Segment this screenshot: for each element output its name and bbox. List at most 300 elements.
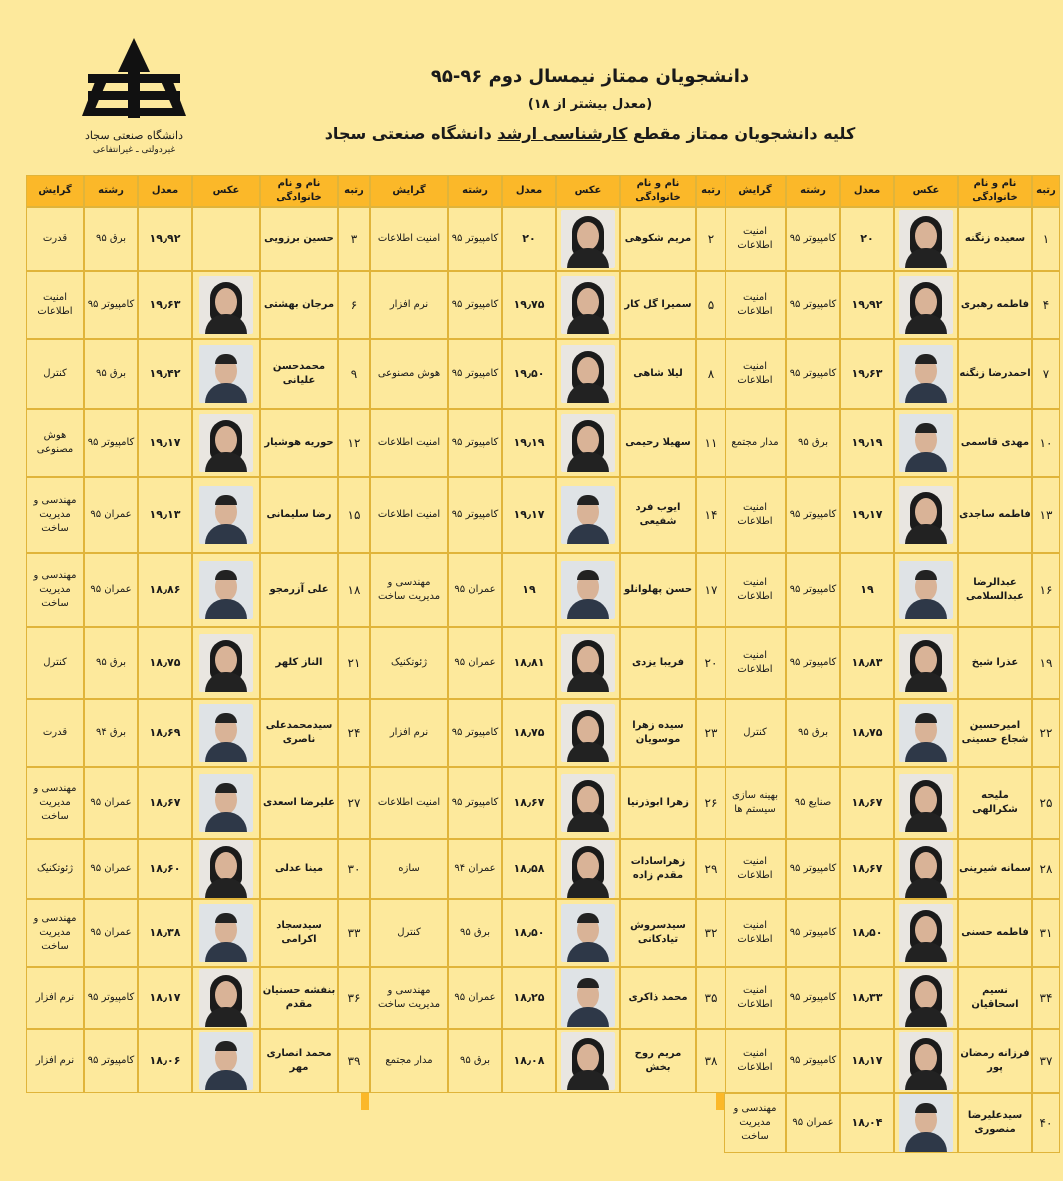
cell-name: سهیلا رحیمی (620, 409, 696, 477)
cell-rank: ۲۹ (696, 839, 726, 899)
cell-gpa: ۱۸٫۸۳ (840, 627, 894, 699)
cell-track: نرم افزار (370, 699, 448, 767)
cell-rank: ۹ (338, 339, 370, 409)
cell-rank: ۲۴ (338, 699, 370, 767)
cell-photo (192, 409, 260, 477)
cell-track: هوش مصنوعی (370, 339, 448, 409)
student-photo (561, 345, 615, 403)
logo-mark-icon (78, 36, 190, 131)
cell-gpa: ۱۹٫۴۲ (138, 339, 192, 409)
cell-rank: ۱۹ (1032, 627, 1060, 699)
cell-gpa: ۱۹٫۱۷ (502, 477, 556, 553)
cell-field: برق ۹۵ (84, 627, 138, 699)
table-row (26, 839, 370, 899)
cell-name: مهدی قاسمی (958, 409, 1032, 477)
table-row (370, 409, 726, 477)
cell-name: سیدسجاد اکرامی (260, 899, 338, 967)
cell-track: مهندسی و مدیریت ساخت (26, 553, 84, 627)
cell-track: امنیت اطلاعات (370, 477, 448, 553)
cell-gpa: ۱۹ (840, 553, 894, 627)
cell-gpa: ۱۹٫۹۲ (840, 271, 894, 339)
cell-field: برق ۹۵ (448, 1029, 502, 1093)
cell-field: کامپیوتر ۹۵ (448, 699, 502, 767)
student-photo (899, 345, 953, 403)
cell-name: الناز کلهر (260, 627, 338, 699)
cell-name: فاطمه رهبری (958, 271, 1032, 339)
cell-name: زهراسادات مقدم زاده (620, 839, 696, 899)
cell-rank: ۳۳ (338, 899, 370, 967)
table-row (26, 627, 370, 699)
table-row (370, 699, 726, 767)
cell-gpa: ۱۸٫۵۰ (840, 899, 894, 967)
cell-field: برق ۹۵ (786, 409, 840, 477)
cell-gpa: ۱۸٫۲۵ (502, 967, 556, 1029)
table-header-row (370, 175, 726, 207)
cell-gpa: ۱۸٫۶۷ (138, 767, 192, 839)
cell-rank: ۳۰ (338, 839, 370, 899)
cell-name: زهرا ابوذرنیا (620, 767, 696, 839)
cell-photo (894, 207, 958, 271)
table-row (724, 339, 1060, 409)
cell-gpa: ۱۸٫۶۷ (840, 839, 894, 899)
cell-name: بنفشه حسنیان مقدم (260, 967, 338, 1029)
table-row (370, 477, 726, 553)
cell-rank: ۱۷ (696, 553, 726, 627)
cell-photo (556, 839, 620, 899)
cell-photo (556, 477, 620, 553)
cell-field: کامپیوتر ۹۵ (448, 767, 502, 839)
cell-name: مریم روح بخش (620, 1029, 696, 1093)
column-header-field: رشته (786, 175, 840, 207)
cell-rank: ۱ (1032, 207, 1060, 271)
cell-track: مهندسی و مدیریت ساخت (724, 1093, 786, 1153)
table-row (724, 409, 1060, 477)
cell-field: کامپیوتر ۹۵ (448, 339, 502, 409)
cell-rank: ۳۹ (338, 1029, 370, 1093)
table-row (370, 839, 726, 899)
logo-tagline: غیردولتی ـ غیرانتفاعی (92, 145, 176, 155)
page-title: دانشجویان ممتاز نیمسال دوم ۹۶-۹۵ (430, 66, 750, 87)
cell-photo (192, 339, 260, 409)
cell-rank: ۳۸ (696, 1029, 726, 1093)
cell-gpa: ۱۹٫۵۰ (502, 339, 556, 409)
cell-photo (192, 553, 260, 627)
cell-field: کامپیوتر ۹۵ (448, 207, 502, 271)
cell-gpa: ۱۹٫۱۹ (840, 409, 894, 477)
cell-track: امنیت اطلاعات (724, 627, 786, 699)
table-row (26, 477, 370, 553)
student-photo (561, 486, 615, 544)
description-post: دانشگاه صنعتی سجاد (324, 124, 498, 143)
student-photo (199, 414, 253, 472)
cell-rank: ۱۴ (696, 477, 726, 553)
table-row (724, 627, 1060, 699)
cell-track: مهندسی و مدیریت ساخت (26, 767, 84, 839)
cell-field: برق ۹۴ (84, 699, 138, 767)
cell-name: محمدحسن علیانی (260, 339, 338, 409)
cell-photo (894, 967, 958, 1029)
cell-name: فاطمه ساجدی (958, 477, 1032, 553)
description-pre: کلیه دانشجویان ممتاز مقطع (627, 124, 856, 143)
cell-field: عمران ۹۵ (448, 627, 502, 699)
table-header-row (724, 175, 1060, 207)
cell-name: فاطمه حسنی (958, 899, 1032, 967)
cell-photo (192, 967, 260, 1029)
cell-gpa: ۱۸٫۶۷ (840, 767, 894, 839)
column-header-photo: عکس (556, 175, 620, 207)
table-row (26, 409, 370, 477)
cell-rank: ۵ (696, 271, 726, 339)
table-row (724, 767, 1060, 839)
cell-photo (556, 339, 620, 409)
student-photo (561, 210, 615, 268)
student-photo (561, 904, 615, 962)
table-row (26, 339, 370, 409)
cell-field: کامپیوتر ۹۵ (84, 271, 138, 339)
cell-rank: ۴۰ (1032, 1093, 1060, 1153)
cell-photo (192, 207, 260, 271)
students-table-3 (26, 175, 370, 1093)
cell-name: ملیحه شکرالهی (958, 767, 1032, 839)
cell-gpa: ۱۹٫۱۹ (502, 409, 556, 477)
cell-name: سیدمحمدعلی ناصری (260, 699, 338, 767)
cell-rank: ۴ (1032, 271, 1060, 339)
table-row (370, 899, 726, 967)
student-photo (899, 840, 953, 898)
cell-gpa: ۱۸٫۷۵ (502, 699, 556, 767)
cell-gpa: ۱۹٫۶۳ (840, 339, 894, 409)
cell-gpa: ۱۸٫۶۹ (138, 699, 192, 767)
page-subtitle: (معدل بیشتر از ۱۸) (527, 97, 653, 112)
cell-name: مریم شکوهی (620, 207, 696, 271)
cell-photo (192, 899, 260, 967)
cell-gpa: ۱۹٫۱۷ (840, 477, 894, 553)
cell-field: عمران ۹۵ (448, 967, 502, 1029)
student-photo (561, 774, 615, 832)
table-row (26, 967, 370, 1029)
cell-name: عبدالرضا عبدالسلامی (958, 553, 1032, 627)
student-photo (199, 704, 253, 762)
column-header-name: نام و نام خانوادگی (260, 175, 338, 207)
cell-track: نرم افزار (26, 1029, 84, 1093)
cell-track: امنیت اطلاعات (724, 207, 786, 271)
cell-field: عمران ۹۵ (84, 767, 138, 839)
cell-field: صنایع ۹۵ (786, 767, 840, 839)
table-row (370, 339, 726, 409)
cell-track: ژئوتکنیک (26, 839, 84, 899)
cell-photo (894, 1093, 958, 1153)
cell-photo (894, 409, 958, 477)
cell-track: بهینه سازی سیستم ها (724, 767, 786, 839)
cell-gpa: ۱۸٫۱۷ (138, 967, 192, 1029)
cell-name: حسن پهلوانلو (620, 553, 696, 627)
table-row (724, 899, 1060, 967)
cell-field: کامپیوتر ۹۵ (786, 477, 840, 553)
column-header-track: گرایش (26, 175, 84, 207)
table-row (370, 207, 726, 271)
cell-name: امیرحسین شجاع حسینی (958, 699, 1032, 767)
cell-track: امنیت اطلاعات (724, 839, 786, 899)
cell-track: قدرت (26, 207, 84, 271)
cell-field: برق ۹۵ (448, 899, 502, 967)
table-header-row (26, 175, 370, 207)
table-row (724, 553, 1060, 627)
table-row (26, 1029, 370, 1093)
student-photo (899, 904, 953, 962)
cell-rank: ۲ (696, 207, 726, 271)
cell-track: مهندسی و مدیریت ساخت (26, 477, 84, 553)
student-photo (899, 210, 953, 268)
cell-name: محمد ذاکری (620, 967, 696, 1029)
cell-track: مهندسی و مدیریت ساخت (370, 967, 448, 1029)
cell-photo (894, 899, 958, 967)
cell-photo (192, 1029, 260, 1093)
table-row (26, 553, 370, 627)
column-header-photo: عکس (894, 175, 958, 207)
student-photo (561, 276, 615, 334)
cell-name: سیدعلیرضا منصوری (958, 1093, 1032, 1153)
table-row (26, 207, 370, 271)
student-photo (561, 1032, 615, 1090)
cell-rank: ۳۲ (696, 899, 726, 967)
student-photo (199, 276, 253, 334)
student-photo (199, 561, 253, 619)
cell-rank: ۱۱ (696, 409, 726, 477)
cell-rank: ۶ (338, 271, 370, 339)
cell-track: قدرت (26, 699, 84, 767)
cell-track: مدار مجتمع (370, 1029, 448, 1093)
cell-track: امنیت اطلاعات (724, 899, 786, 967)
student-photo (899, 634, 953, 692)
cell-rank: ۳۶ (338, 967, 370, 1029)
cell-photo (192, 699, 260, 767)
cell-track: امنیت اطلاعات (724, 553, 786, 627)
cell-gpa: ۱۸٫۵۸ (502, 839, 556, 899)
cell-track: مهندسی و مدیریت ساخت (26, 899, 84, 967)
cell-gpa: ۱۹٫۱۷ (138, 409, 192, 477)
cell-name: سیده زهرا موسویان (620, 699, 696, 767)
column-header-track: گرایش (724, 175, 786, 207)
cell-rank: ۳۷ (1032, 1029, 1060, 1093)
cell-field: عمران ۹۵ (448, 553, 502, 627)
cell-name: فرزانه رمضان پور (958, 1029, 1032, 1093)
cell-gpa: ۱۸٫۵۰ (502, 899, 556, 967)
cell-photo (894, 271, 958, 339)
cell-track: امنیت اطلاعات (724, 477, 786, 553)
cell-gpa: ۱۸٫۷۵ (138, 627, 192, 699)
cell-photo (556, 767, 620, 839)
student-photo (199, 774, 253, 832)
cell-gpa: ۱۸٫۳۸ (138, 899, 192, 967)
cell-gpa: ۱۸٫۰۸ (502, 1029, 556, 1093)
table-row (370, 271, 726, 339)
cell-name: محمد انصاری مهر (260, 1029, 338, 1093)
cell-photo (894, 1029, 958, 1093)
cell-track: امنیت اطلاعات (370, 207, 448, 271)
column-header-rank: رتبه (1032, 175, 1060, 207)
table-row (724, 1093, 1060, 1153)
column-header-gpa: معدل (138, 175, 192, 207)
table-row (370, 1029, 726, 1093)
page-description (230, 124, 950, 143)
table-row (26, 899, 370, 967)
cell-photo (894, 339, 958, 409)
cell-photo (556, 271, 620, 339)
column-header-rank: رتبه (338, 175, 370, 207)
cell-photo (556, 627, 620, 699)
cell-name: ایوب فرد شفیعی (620, 477, 696, 553)
student-photo (899, 1032, 953, 1090)
student-photo (561, 704, 615, 762)
cell-track: امنیت اطلاعات (26, 271, 84, 339)
cell-field: عمران ۹۵ (84, 477, 138, 553)
cell-rank: ۱۳ (1032, 477, 1060, 553)
cell-track: امنیت اطلاعات (724, 1029, 786, 1093)
cell-photo (192, 767, 260, 839)
cell-name: لیلا شاهی (620, 339, 696, 409)
cell-gpa: ۱۸٫۰۴ (840, 1093, 894, 1153)
column-header-gpa: معدل (840, 175, 894, 207)
cell-field: عمران ۹۵ (84, 899, 138, 967)
cell-field: کامپیوتر ۹۵ (84, 967, 138, 1029)
cell-rank: ۱۰ (1032, 409, 1060, 477)
cell-rank: ۱۶ (1032, 553, 1060, 627)
cell-rank: ۲۶ (696, 767, 726, 839)
cell-gpa: ۱۸٫۸۱ (502, 627, 556, 699)
cell-rank: ۷ (1032, 339, 1060, 409)
cell-track: امنیت اطلاعات (370, 409, 448, 477)
column-header-gpa: معدل (502, 175, 556, 207)
cell-rank: ۱۸ (338, 553, 370, 627)
table-row (724, 839, 1060, 899)
cell-name: عذرا شیخ (958, 627, 1032, 699)
student-photo (199, 345, 253, 403)
cell-track: کنترل (26, 627, 84, 699)
student-photo (561, 634, 615, 692)
cell-gpa: ۱۸٫۱۷ (840, 1029, 894, 1093)
cell-field: کامپیوتر ۹۵ (786, 627, 840, 699)
cell-field: کامپیوتر ۹۵ (448, 409, 502, 477)
cell-photo (192, 477, 260, 553)
cell-rank: ۱۲ (338, 409, 370, 477)
table-row (724, 699, 1060, 767)
cell-field: کامپیوتر ۹۵ (84, 1029, 138, 1093)
cell-photo (894, 767, 958, 839)
cell-track: مهندسی و مدیریت ساخت (370, 553, 448, 627)
description-degree: کارشناسی ارشد (497, 124, 628, 143)
cell-name: حوریه هوشیار (260, 409, 338, 477)
cell-gpa: ۱۹٫۷۵ (502, 271, 556, 339)
table-row (26, 699, 370, 767)
logo-university-name: دانشگاه صنعتی سجاد (84, 129, 184, 142)
cell-track: کنترل (724, 699, 786, 767)
cell-track: امنیت اطلاعات (724, 339, 786, 409)
cell-rank: ۲۷ (338, 767, 370, 839)
cell-photo (894, 477, 958, 553)
column-header-name: نام و نام خانوادگی (620, 175, 696, 207)
cell-photo (556, 1029, 620, 1093)
cell-field: کامپیوتر ۹۵ (786, 899, 840, 967)
cell-track: مدار مجتمع (724, 409, 786, 477)
student-photo (899, 704, 953, 762)
cell-field: عمران ۹۵ (786, 1093, 840, 1153)
students-table-1 (724, 175, 1060, 1153)
cell-field: عمران ۹۵ (84, 839, 138, 899)
cell-gpa: ۲۰ (840, 207, 894, 271)
cell-track: امنیت اطلاعات (724, 967, 786, 1029)
cell-track: نرم افزار (370, 271, 448, 339)
cell-rank: ۲۸ (1032, 839, 1060, 899)
student-photo (199, 486, 253, 544)
cell-field: کامپیوتر ۹۵ (786, 839, 840, 899)
student-photo (899, 414, 953, 472)
cell-gpa: ۱۸٫۶۷ (502, 767, 556, 839)
cell-photo (894, 627, 958, 699)
cell-gpa: ۱۹٫۹۲ (138, 207, 192, 271)
student-photo (561, 561, 615, 619)
cell-gpa: ۱۸٫۰۶ (138, 1029, 192, 1093)
student-photo (199, 634, 253, 692)
cell-field: کامپیوتر ۹۵ (448, 477, 502, 553)
table-row (724, 967, 1060, 1029)
cell-rank: ۱۵ (338, 477, 370, 553)
cell-name: علیرضا اسعدی (260, 767, 338, 839)
cell-gpa: ۱۹٫۶۳ (138, 271, 192, 339)
cell-photo (192, 271, 260, 339)
cell-photo (192, 627, 260, 699)
student-photo (199, 904, 253, 962)
cell-name: حسین برزویی (260, 207, 338, 271)
cell-name: سیدسروش تیادکانی (620, 899, 696, 967)
cell-photo (894, 553, 958, 627)
cell-photo (556, 699, 620, 767)
cell-field: کامپیوتر ۹۵ (786, 967, 840, 1029)
student-photo (899, 276, 953, 334)
column-header-field: رشته (84, 175, 138, 207)
cell-name: سعیده زنگنه (958, 207, 1032, 271)
cell-photo (894, 839, 958, 899)
cell-gpa: ۱۸٫۷۵ (840, 699, 894, 767)
cell-field: عمران ۹۵ (84, 553, 138, 627)
table-row (370, 767, 726, 839)
cell-track: امنیت اطلاعات (724, 271, 786, 339)
cell-track: امنیت اطلاعات (370, 767, 448, 839)
cell-photo (556, 409, 620, 477)
cell-rank: ۲۵ (1032, 767, 1060, 839)
cell-field: کامپیوتر ۹۵ (786, 207, 840, 271)
table-row (370, 627, 726, 699)
cell-gpa: ۱۸٫۶۰ (138, 839, 192, 899)
cell-name: سمانه شیرینی (958, 839, 1032, 899)
cell-photo (192, 839, 260, 899)
cell-name: سمیرا گل کار (620, 271, 696, 339)
student-photo (199, 969, 253, 1027)
cell-name: احمدرضا زنگنه (958, 339, 1032, 409)
cell-field: عمران ۹۴ (448, 839, 502, 899)
cell-photo (556, 967, 620, 1029)
student-photo (199, 840, 253, 898)
cell-photo (556, 553, 620, 627)
cell-gpa: ۱۸٫۳۳ (840, 967, 894, 1029)
table-row (26, 767, 370, 839)
students-table-2 (370, 175, 726, 1093)
logo-caption (78, 128, 190, 158)
cell-field: برق ۹۵ (84, 339, 138, 409)
cell-track: کنترل (26, 339, 84, 409)
student-photo (899, 486, 953, 544)
cell-track: کنترل (370, 899, 448, 967)
student-photo (561, 969, 615, 1027)
